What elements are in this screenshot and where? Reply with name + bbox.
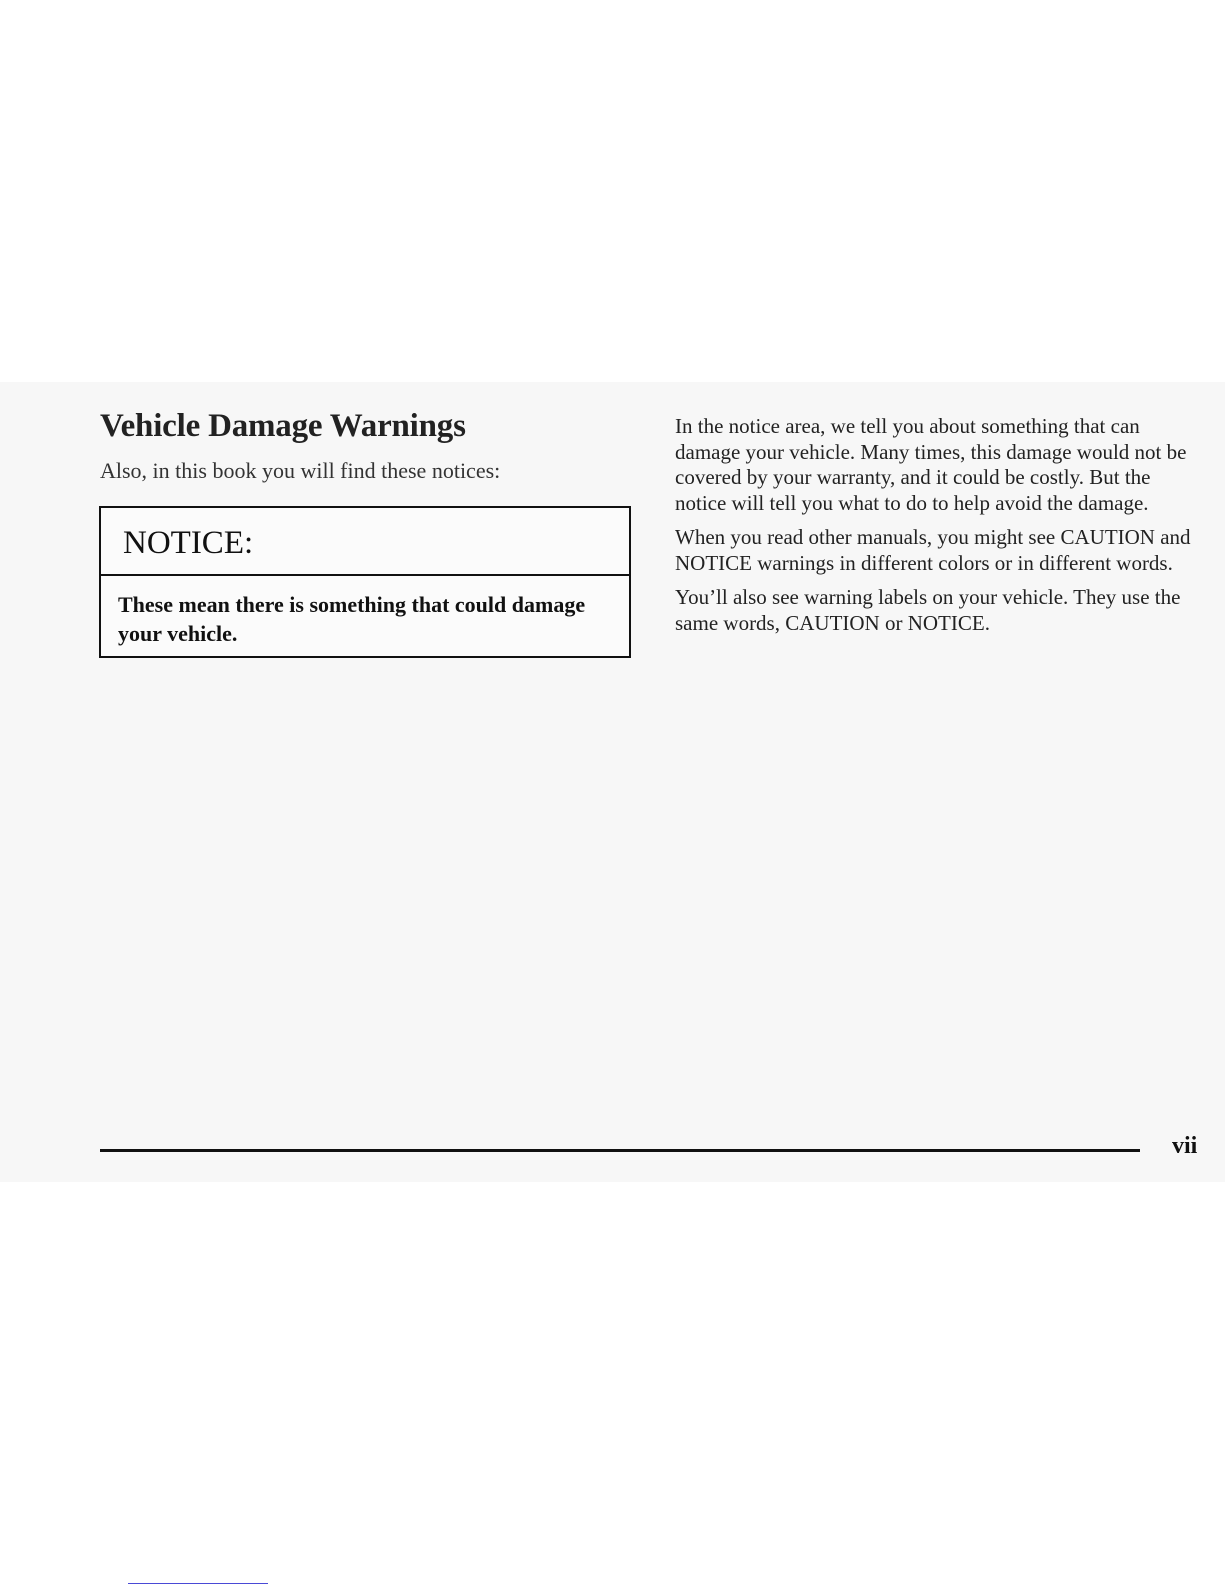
notice-divider — [101, 574, 629, 576]
explanation-column — [675, 414, 1205, 645]
notice-label: NOTICE: — [123, 525, 254, 561]
footer-rule — [100, 1149, 1140, 1152]
paragraph-notice-area: In the notice area, we tell you about something that can damage your vehicle. Many times, this damage would not be covered by your warranty, and it could be costly. But the notice will tell you what to do to help avoid the damage. — [675, 414, 1187, 515]
section-title: Vehicle Damage Warnings — [100, 408, 466, 444]
section-intro: Also, in this book you will find these notices: — [100, 458, 501, 483]
page-number: vii — [1172, 1133, 1198, 1159]
paragraph-warning-labels: You’ll also see warning labels on your vehicle. They use the same words, CAUTION or NOTICE. — [675, 585, 1181, 635]
paragraph-other-manuals: When you read other manuals, you might see CAUTION and NOTICE warnings in different colors or in different words. — [675, 525, 1191, 575]
notice-box — [99, 506, 631, 658]
bottom-link-underline[interactable] — [128, 1583, 268, 1584]
notice-body: These mean there is something that could damage your vehicle. — [118, 592, 586, 646]
